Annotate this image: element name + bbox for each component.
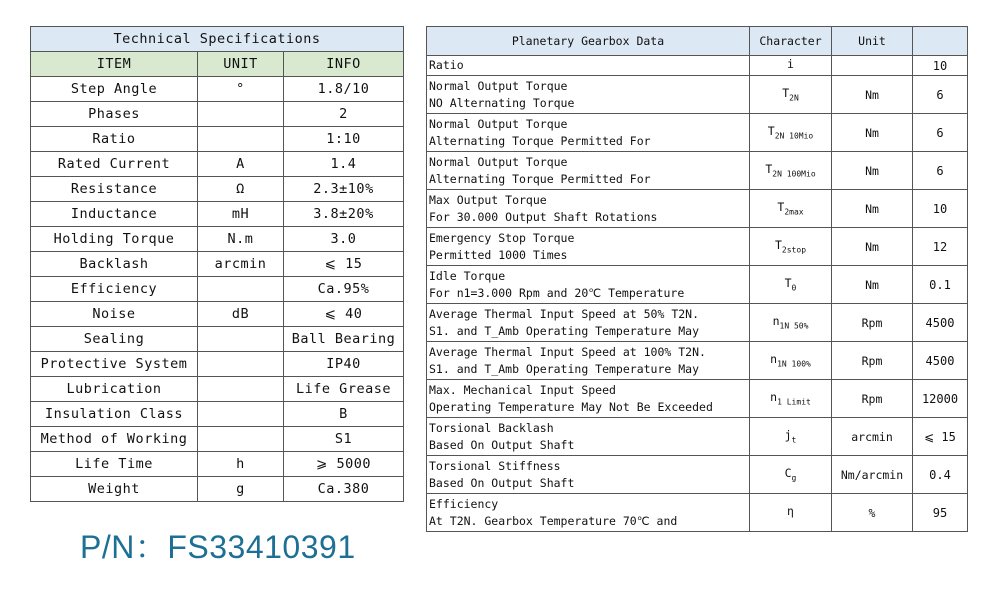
spec-unit-cell: N.m — [198, 227, 284, 252]
gear-character-cell — [750, 418, 832, 456]
gear-row — [427, 418, 968, 456]
gear-row — [427, 380, 968, 418]
gear-header-value — [913, 27, 968, 56]
gear-description-line: Emergency Stop Torque — [429, 230, 575, 245]
gear-description-line: Permitted 1000 Times — [429, 247, 568, 262]
spec-info-cell: 2 — [284, 102, 404, 127]
gear-character-symbol: n — [770, 390, 778, 405]
gear-unit-cell: Nm — [832, 266, 913, 304]
gear-character-subscript: 1 Limit — [777, 397, 811, 407]
spec-unit-cell: h — [198, 452, 284, 477]
spec-header-info: INFO — [284, 52, 404, 77]
gear-description-cell — [427, 494, 750, 532]
spec-item-cell: Efficiency — [31, 277, 198, 302]
gear-description-line: Max. Mechanical Input Speed — [429, 382, 616, 397]
spec-row — [31, 127, 404, 152]
spec-item-cell: Weight — [31, 477, 198, 502]
gear-character-cell — [750, 342, 832, 380]
gear-character-subscript: 1N 100% — [777, 359, 811, 369]
gear-row — [427, 190, 968, 228]
gear-character-symbol: T — [777, 200, 785, 215]
spec-item-cell: Phases — [31, 102, 198, 127]
gear-header-title: Planetary Gearbox Data — [427, 27, 750, 56]
spec-unit-cell: dB — [198, 302, 284, 327]
spec-row — [31, 252, 404, 277]
gear-description-line: Operating Temperature May Not Be Exceeded — [429, 399, 713, 414]
spec-item-cell: Noise — [31, 302, 198, 327]
gear-description-cell — [427, 190, 750, 228]
gear-description-line: Alternating Torque Permitted For — [429, 171, 651, 186]
gear-description-line: Normal Output Torque — [429, 116, 568, 131]
technical-specifications-table — [30, 26, 404, 502]
gear-character-cell — [750, 380, 832, 418]
gear-character-cell — [750, 228, 832, 266]
spec-row — [31, 152, 404, 177]
spec-row — [31, 277, 404, 302]
gear-value-cell: 0.1 — [913, 266, 968, 304]
gear-value-cell: 6 — [913, 152, 968, 190]
gear-value-cell: 6 — [913, 76, 968, 114]
gear-unit-cell: arcmin — [832, 418, 913, 456]
spec-unit-cell — [198, 352, 284, 377]
spec-info-cell: ⩽ 40 — [284, 302, 404, 327]
spec-info-cell: IP40 — [284, 352, 404, 377]
gear-description-line: Torsional Stiffness — [429, 458, 561, 473]
gear-description-line: Idle Torque — [429, 268, 506, 283]
gear-row — [427, 342, 968, 380]
gear-character-cell — [750, 114, 832, 152]
gear-description-line: Max Output Torque — [429, 192, 547, 207]
spec-unit-cell — [198, 327, 284, 352]
gear-character-symbol: n — [770, 352, 778, 367]
gear-character-subscript: t — [791, 435, 797, 445]
gear-description-cell — [427, 456, 750, 494]
gear-row — [427, 76, 968, 114]
gear-value-cell: 4500 — [913, 304, 968, 342]
gear-character-subscript: 2stop — [781, 245, 807, 255]
gear-description-line: Average Thermal Input Speed at 100% T2N. — [429, 344, 706, 359]
spec-item-cell: Step Angle — [31, 77, 198, 102]
spec-info-cell: S1 — [284, 427, 404, 452]
gear-row — [427, 114, 968, 152]
spec-item-cell: Sealing — [31, 327, 198, 352]
gear-character-symbol: T — [765, 162, 773, 177]
gear-row — [427, 494, 968, 532]
spec-info-cell: 3.0 — [284, 227, 404, 252]
gear-description-line: Torsional Backlash — [429, 420, 554, 435]
spec-row — [31, 477, 404, 502]
spec-item-cell: Life Time — [31, 452, 198, 477]
gear-character-cell — [750, 304, 832, 342]
spec-item-cell: Method of Working — [31, 427, 198, 452]
spec-row — [31, 427, 404, 452]
spec-header-row — [31, 52, 404, 77]
gear-value-cell: 10 — [913, 190, 968, 228]
spec-row — [31, 227, 404, 252]
spec-row — [31, 202, 404, 227]
spec-row — [31, 302, 404, 327]
spec-row — [31, 452, 404, 477]
spec-unit-cell: Ω — [198, 177, 284, 202]
gear-row — [427, 304, 968, 342]
gear-description-line: Normal Output Torque — [429, 78, 568, 93]
gear-row — [427, 228, 968, 266]
spec-unit-cell: ° — [198, 77, 284, 102]
gear-unit-cell: Nm — [832, 76, 913, 114]
gear-description-cell — [427, 304, 750, 342]
gear-unit-cell: Nm — [832, 228, 913, 266]
spec-unit-cell: arcmin — [198, 252, 284, 277]
gear-description-cell — [427, 342, 750, 380]
spec-info-cell: 1.4 — [284, 152, 404, 177]
gear-character-symbol: n — [772, 314, 780, 329]
spec-row — [31, 177, 404, 202]
gear-unit-cell: Nm — [832, 190, 913, 228]
gear-unit-cell: % — [832, 494, 913, 532]
gear-description-cell — [427, 114, 750, 152]
spec-info-cell: B — [284, 402, 404, 427]
gear-description-line: Efficiency — [429, 496, 499, 511]
spec-row — [31, 77, 404, 102]
gear-unit-cell: Nm — [832, 114, 913, 152]
gear-value-cell: 12000 — [913, 380, 968, 418]
gear-unit-cell: Rpm — [832, 342, 913, 380]
spec-info-cell: Life Grease — [284, 377, 404, 402]
gear-row — [427, 266, 968, 304]
gear-unit-cell: Nm/arcmin — [832, 456, 913, 494]
spec-item-cell: Resistance — [31, 177, 198, 202]
spec-unit-cell — [198, 377, 284, 402]
gear-character-symbol: η — [787, 504, 794, 519]
gear-unit-cell: Nm — [832, 152, 913, 190]
spec-item-cell: Insulation Class — [31, 402, 198, 427]
gear-character-cell — [750, 152, 832, 190]
gear-description-line: Based On Output Shaft — [429, 437, 575, 452]
spec-info-cell: Ball Bearing — [284, 327, 404, 352]
gear-character-symbol: T — [782, 86, 790, 101]
gear-row — [427, 456, 968, 494]
spec-unit-cell — [198, 102, 284, 127]
spec-info-cell: ⩽ 15 — [284, 252, 404, 277]
gear-character-cell — [750, 266, 832, 304]
gear-description-line: Normal Output Torque — [429, 154, 568, 169]
gear-unit-cell — [832, 56, 913, 76]
gear-description-line: NO Alternating Torque — [429, 95, 575, 110]
spec-row — [31, 352, 404, 377]
gear-character-symbol: T — [774, 238, 782, 253]
gear-character-cell — [750, 190, 832, 228]
spec-header-item: ITEM — [31, 52, 198, 77]
spec-unit-cell — [198, 427, 284, 452]
gear-character-cell — [750, 494, 832, 532]
gear-header-row — [427, 27, 968, 56]
gear-header-unit: Unit — [832, 27, 913, 56]
spec-info-cell: ⩾ 5000 — [284, 452, 404, 477]
gear-description-cell — [427, 56, 750, 76]
gear-description-line: At T2N. Gearbox Temperature 70℃ and — [429, 513, 678, 528]
gear-description-cell — [427, 380, 750, 418]
gear-description-line: For n1=3.000 Rpm and 20℃ Temperature — [429, 285, 685, 300]
gear-character-symbol: i — [787, 57, 794, 72]
spec-item-cell: Backlash — [31, 252, 198, 277]
gear-value-cell: 95 — [913, 494, 968, 532]
gear-character-subscript: 2max — [784, 207, 804, 217]
spec-header-unit: UNIT — [198, 52, 284, 77]
gear-description-cell — [427, 418, 750, 456]
spec-item-cell: Protective System — [31, 352, 198, 377]
gear-value-cell: 10 — [913, 56, 968, 76]
gear-character-symbol: T — [767, 124, 775, 139]
gear-row — [427, 152, 968, 190]
spec-info-cell: Ca.95% — [284, 277, 404, 302]
gear-unit-cell: Rpm — [832, 304, 913, 342]
gear-description-line: For 30.000 Output Shaft Rotations — [429, 209, 658, 224]
spec-item-cell: Holding Torque — [31, 227, 198, 252]
gear-character-subscript: 2N 100Mio — [772, 169, 816, 179]
spec-unit-cell: g — [198, 477, 284, 502]
part-number: P/N：FS33410391 — [80, 529, 356, 565]
gear-character-cell — [750, 456, 832, 494]
gear-character-symbol: C — [784, 466, 792, 481]
spec-row — [31, 327, 404, 352]
spec-info-cell: 3.8±20% — [284, 202, 404, 227]
gear-description-line: S1. and T_Amb Operating Temperature May — [429, 323, 700, 338]
gear-value-cell: ⩽ 15 — [913, 418, 968, 456]
gear-character-subscript: 2N — [789, 93, 799, 103]
spec-item-cell: Rated Current — [31, 152, 198, 177]
gear-description-line: S1. and T_Amb Operating Temperature May — [429, 361, 700, 376]
spec-unit-cell — [198, 402, 284, 427]
gear-character-subscript: 2N 10Mio — [774, 131, 814, 141]
spec-title-row — [31, 27, 404, 52]
spec-item-cell: Ratio — [31, 127, 198, 152]
gear-value-cell: 0.4 — [913, 456, 968, 494]
spec-table-title: Technical Specifications — [31, 27, 404, 52]
gear-header-character: Character — [750, 27, 832, 56]
spec-item-cell: Lubrication — [31, 377, 198, 402]
gear-row — [427, 56, 968, 76]
gear-character-cell — [750, 76, 832, 114]
spec-unit-cell: A — [198, 152, 284, 177]
gear-value-cell: 4500 — [913, 342, 968, 380]
spec-item-cell: Inductance — [31, 202, 198, 227]
gear-character-subscript: 0 — [791, 283, 797, 293]
spec-info-cell: 2.3±10% — [284, 177, 404, 202]
gear-description-line: Alternating Torque Permitted For — [429, 133, 651, 148]
gear-description-line: Average Thermal Input Speed at 50% T2N. — [429, 306, 700, 321]
gear-value-cell: 6 — [913, 114, 968, 152]
spec-info-cell: 1.8/10 — [284, 77, 404, 102]
spec-row — [31, 402, 404, 427]
gear-description-line: Ratio — [429, 58, 464, 72]
gear-character-symbol: T — [784, 276, 792, 291]
spec-row — [31, 102, 404, 127]
spec-unit-cell — [198, 127, 284, 152]
gear-unit-cell: Rpm — [832, 380, 913, 418]
spec-info-cell: 1:10 — [284, 127, 404, 152]
gear-character-subscript: g — [791, 473, 797, 483]
spec-unit-cell: mH — [198, 202, 284, 227]
gear-description-cell — [427, 76, 750, 114]
planetary-gearbox-data-table — [426, 26, 968, 532]
spec-info-cell: Ca.380 — [284, 477, 404, 502]
gear-character-symbol: j — [784, 428, 792, 443]
gear-character-subscript: 1N 50% — [779, 321, 809, 331]
gear-description-cell — [427, 266, 750, 304]
spec-unit-cell — [198, 277, 284, 302]
gear-description-cell — [427, 228, 750, 266]
gear-description-cell — [427, 152, 750, 190]
gear-character-cell — [750, 56, 832, 76]
spec-row — [31, 377, 404, 402]
gear-value-cell: 12 — [913, 228, 968, 266]
gear-description-line: Based On Output Shaft — [429, 475, 575, 490]
